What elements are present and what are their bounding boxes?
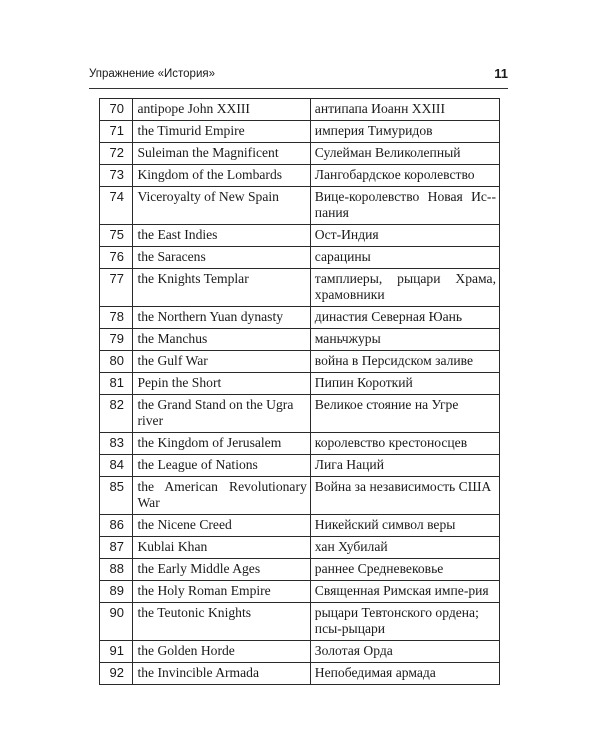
russian-term: Священная Римская импе-рия <box>310 581 499 603</box>
english-term: the Gulf War <box>133 351 310 373</box>
table-row <box>100 307 500 329</box>
table-row <box>100 351 500 373</box>
english-term: the Northern Yuan dynasty <box>133 307 310 329</box>
table-row <box>100 477 500 515</box>
row-number: 81 <box>100 373 133 395</box>
table-row <box>100 99 500 121</box>
row-number: 91 <box>100 641 133 663</box>
english-term: the Teutonic Knights <box>133 603 310 641</box>
table-row <box>100 603 500 641</box>
russian-term: Великое стояние на Угре <box>310 395 499 433</box>
russian-term: Вице-королевство Новая Ис-пания <box>310 187 499 225</box>
russian-term: рыцари Тевтонского ордена; псы-рыцари <box>310 603 499 641</box>
english-term: the Invincible Armada <box>133 663 310 685</box>
page-header <box>89 66 508 86</box>
russian-term: Непобедимая армада <box>310 663 499 685</box>
english-term: the Manchus <box>133 329 310 351</box>
row-number: 86 <box>100 515 133 537</box>
row-number: 87 <box>100 537 133 559</box>
row-number: 89 <box>100 581 133 603</box>
english-term: the Holy Roman Empire <box>133 581 310 603</box>
table-row <box>100 455 500 477</box>
row-number: 88 <box>100 559 133 581</box>
russian-term: Лига Наций <box>310 455 499 477</box>
page-number: 11 <box>494 66 508 81</box>
row-number: 77 <box>100 269 133 307</box>
row-number: 78 <box>100 307 133 329</box>
russian-term: Никейский символ веры <box>310 515 499 537</box>
russian-term: маньчжуры <box>310 329 499 351</box>
english-term: Pepin the Short <box>133 373 310 395</box>
table-row <box>100 187 500 225</box>
russian-term: Золотая Орда <box>310 641 499 663</box>
english-term: the Kingdom of Jerusalem <box>133 433 310 455</box>
row-number: 90 <box>100 603 133 641</box>
table-row <box>100 247 500 269</box>
english-term: the League of Nations <box>133 455 310 477</box>
glossary-table <box>99 98 500 685</box>
russian-term: империя Тимуридов <box>310 121 499 143</box>
table-row <box>100 641 500 663</box>
russian-term: хан Хубилай <box>310 537 499 559</box>
table-row <box>100 269 500 307</box>
english-term: Viceroyalty of New Spain <box>133 187 310 225</box>
table-row <box>100 395 500 433</box>
row-number: 72 <box>100 143 133 165</box>
russian-term: Пипин Короткий <box>310 373 499 395</box>
row-number: 92 <box>100 663 133 685</box>
english-term: Kingdom of the Lombards <box>133 165 310 187</box>
table-row <box>100 121 500 143</box>
english-term: the Grand Stand on the Ugra river <box>133 395 310 433</box>
english-term: Kublai Khan <box>133 537 310 559</box>
table-row <box>100 581 500 603</box>
russian-term: война в Персидском заливе <box>310 351 499 373</box>
row-number: 83 <box>100 433 133 455</box>
row-number: 85 <box>100 477 133 515</box>
table-row <box>100 537 500 559</box>
russian-term: раннее Средневековье <box>310 559 499 581</box>
table-row <box>100 663 500 685</box>
row-number: 76 <box>100 247 133 269</box>
russian-term: антипапа Иоанн XXIII <box>310 99 499 121</box>
header-title: Упражнение «История» <box>89 68 216 80</box>
english-term: the Saracens <box>133 247 310 269</box>
russian-term: династия Северная Юань <box>310 307 499 329</box>
table-row <box>100 373 500 395</box>
row-number: 84 <box>100 455 133 477</box>
table-row <box>100 329 500 351</box>
russian-term: королевство крестоносцев <box>310 433 499 455</box>
row-number: 80 <box>100 351 133 373</box>
header-rule <box>89 88 508 89</box>
english-term: the Knights Templar <box>133 269 310 307</box>
row-number: 73 <box>100 165 133 187</box>
english-term: antipope John XXIII <box>133 99 310 121</box>
english-term: the Golden Horde <box>133 641 310 663</box>
russian-term: сарацины <box>310 247 499 269</box>
english-term: the American Revolutionary War <box>133 477 310 515</box>
table-row <box>100 165 500 187</box>
row-number: 74 <box>100 187 133 225</box>
table-row <box>100 143 500 165</box>
row-number: 82 <box>100 395 133 433</box>
russian-term: Лангобардское королевство <box>310 165 499 187</box>
english-term: the Early Middle Ages <box>133 559 310 581</box>
russian-term: Сулейман Великолепный <box>310 143 499 165</box>
row-number: 71 <box>100 121 133 143</box>
row-number: 70 <box>100 99 133 121</box>
english-term: the Timurid Empire <box>133 121 310 143</box>
russian-term: Ост-Индия <box>310 225 499 247</box>
table-row <box>100 225 500 247</box>
russian-term: тамплиеры, рыцари Храма, храмовники <box>310 269 499 307</box>
row-number: 79 <box>100 329 133 351</box>
row-number: 75 <box>100 225 133 247</box>
table-row <box>100 559 500 581</box>
table-row <box>100 515 500 537</box>
russian-term: Война за независимость США <box>310 477 499 515</box>
english-term: the East Indies <box>133 225 310 247</box>
english-term: the Nicene Creed <box>133 515 310 537</box>
table-row <box>100 433 500 455</box>
english-term: Suleiman the Magnificent <box>133 143 310 165</box>
